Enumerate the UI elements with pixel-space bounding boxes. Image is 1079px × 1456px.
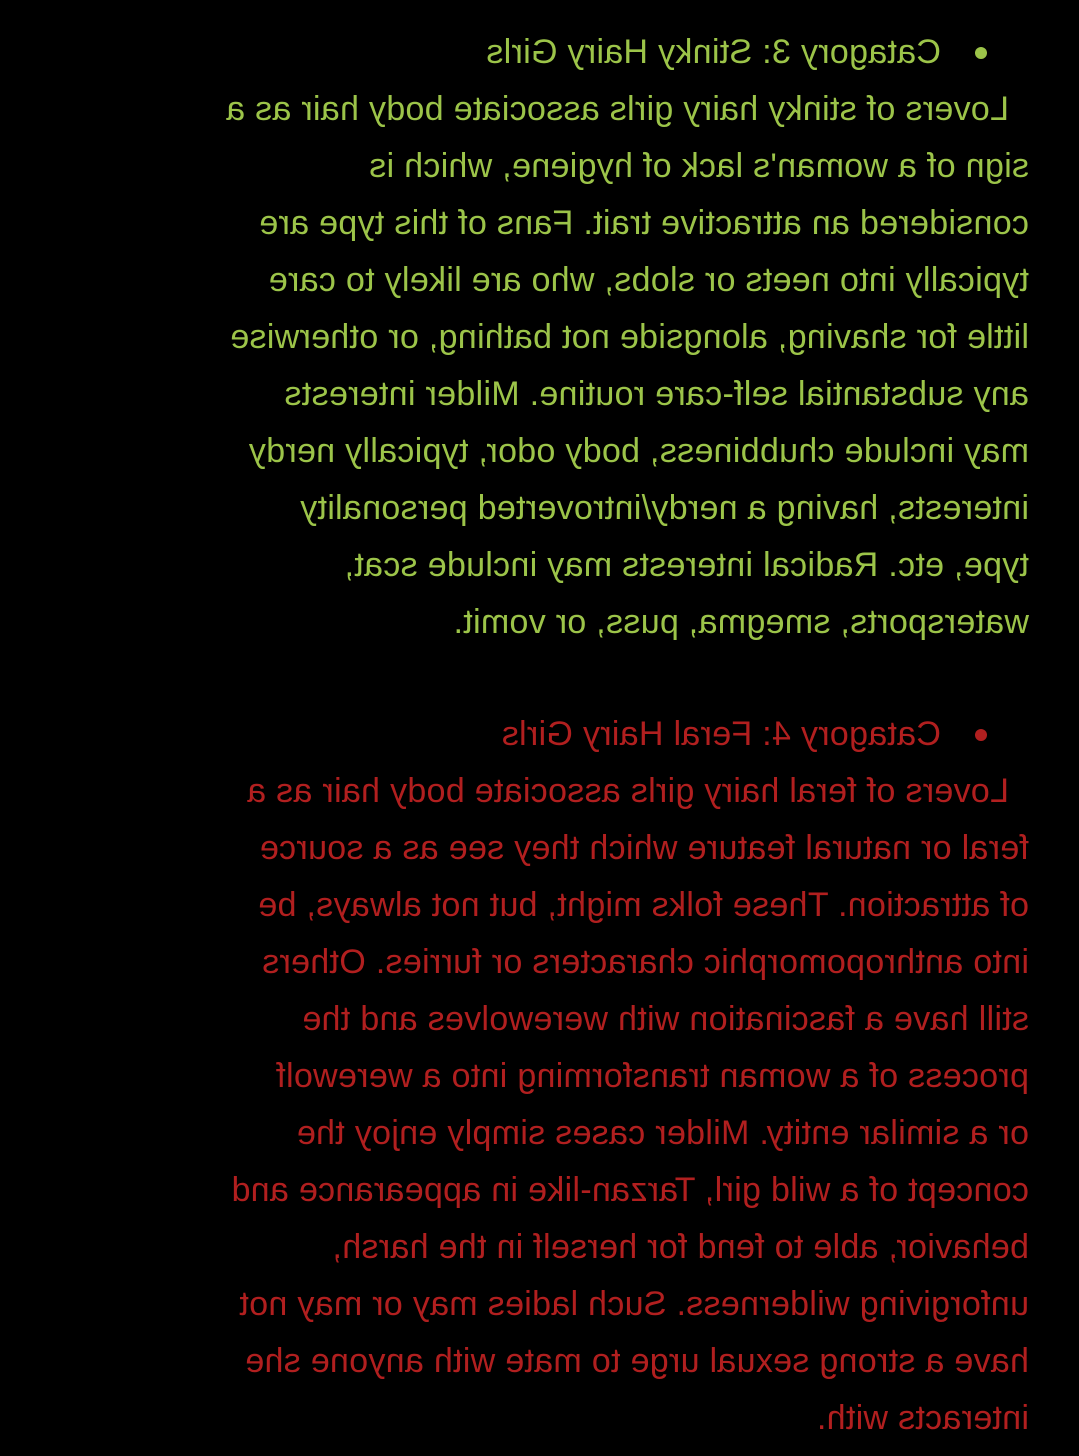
- category-4-heading-row: [49, 706, 1029, 763]
- category-3-line: sign of a woman's lack of hygiene, which is: [368, 147, 1029, 185]
- category-4-line: unforgiving wilderness. Such ladies may or may not: [239, 1285, 1029, 1323]
- category-3-heading-row: [49, 24, 1029, 81]
- category-4-section: [49, 706, 1029, 1447]
- category-3-line: may include chubbiness, body odor, typically nerdy: [248, 432, 1029, 470]
- category-3-section: [49, 24, 1029, 651]
- category-4-line: process of a woman transforming into a werewolf: [276, 1057, 1029, 1095]
- bullet-icon: [975, 47, 987, 59]
- category-3-line: considered an attractive trait. Fans of this type are: [259, 204, 1029, 242]
- category-4-line: Lovers of feral hairy girls associate body hair as a: [246, 772, 1009, 810]
- category-4-line: still have a fascination with werewolves and the: [302, 1000, 1029, 1038]
- category-3-line: typically into neets or slobs, who are likely to care: [268, 261, 1029, 299]
- category-4-line: have a strong sexual urge to mate with anyone she: [245, 1342, 1029, 1380]
- category-3-line: interests, having a nerdy/introverted personality: [299, 489, 1029, 527]
- category-4-line: of attraction. These folks might, but not always, be: [258, 886, 1029, 924]
- category-3-line: Lovers of stinky hairy girls associate body hair as a: [225, 90, 1009, 128]
- category-4-line: interacts with.: [816, 1399, 1029, 1437]
- category-4-line: or a similar entity. Milder cases simply enjoy the: [296, 1114, 1029, 1152]
- category-3-line: watersports, smegma, puss, or vomit.: [453, 603, 1029, 641]
- category-3-line: any substantial self-care routine. Milder interests: [284, 375, 1029, 413]
- category-4-heading: Catagory 4: Feral Hairy Girls: [501, 715, 941, 753]
- category-3-heading: Catagory 3: Stinky Hairy Girls: [486, 33, 941, 71]
- category-4-line: behavior, able to fend for herself in the harsh,: [332, 1228, 1029, 1266]
- category-3-line: little for shaving, alongside not bathing, or otherwise: [230, 318, 1029, 356]
- category-4-line: feral or natural feature which they see as a source: [259, 829, 1029, 867]
- category-4-line: into anthropomorphic characters or furries. Others: [261, 943, 1029, 981]
- category-3-line: type, etc. Radical interests may include scat,: [344, 546, 1029, 584]
- bullet-icon: [975, 729, 987, 741]
- category-4-line: concept of a wild girl, Tarzan-like in appearance and: [231, 1171, 1029, 1209]
